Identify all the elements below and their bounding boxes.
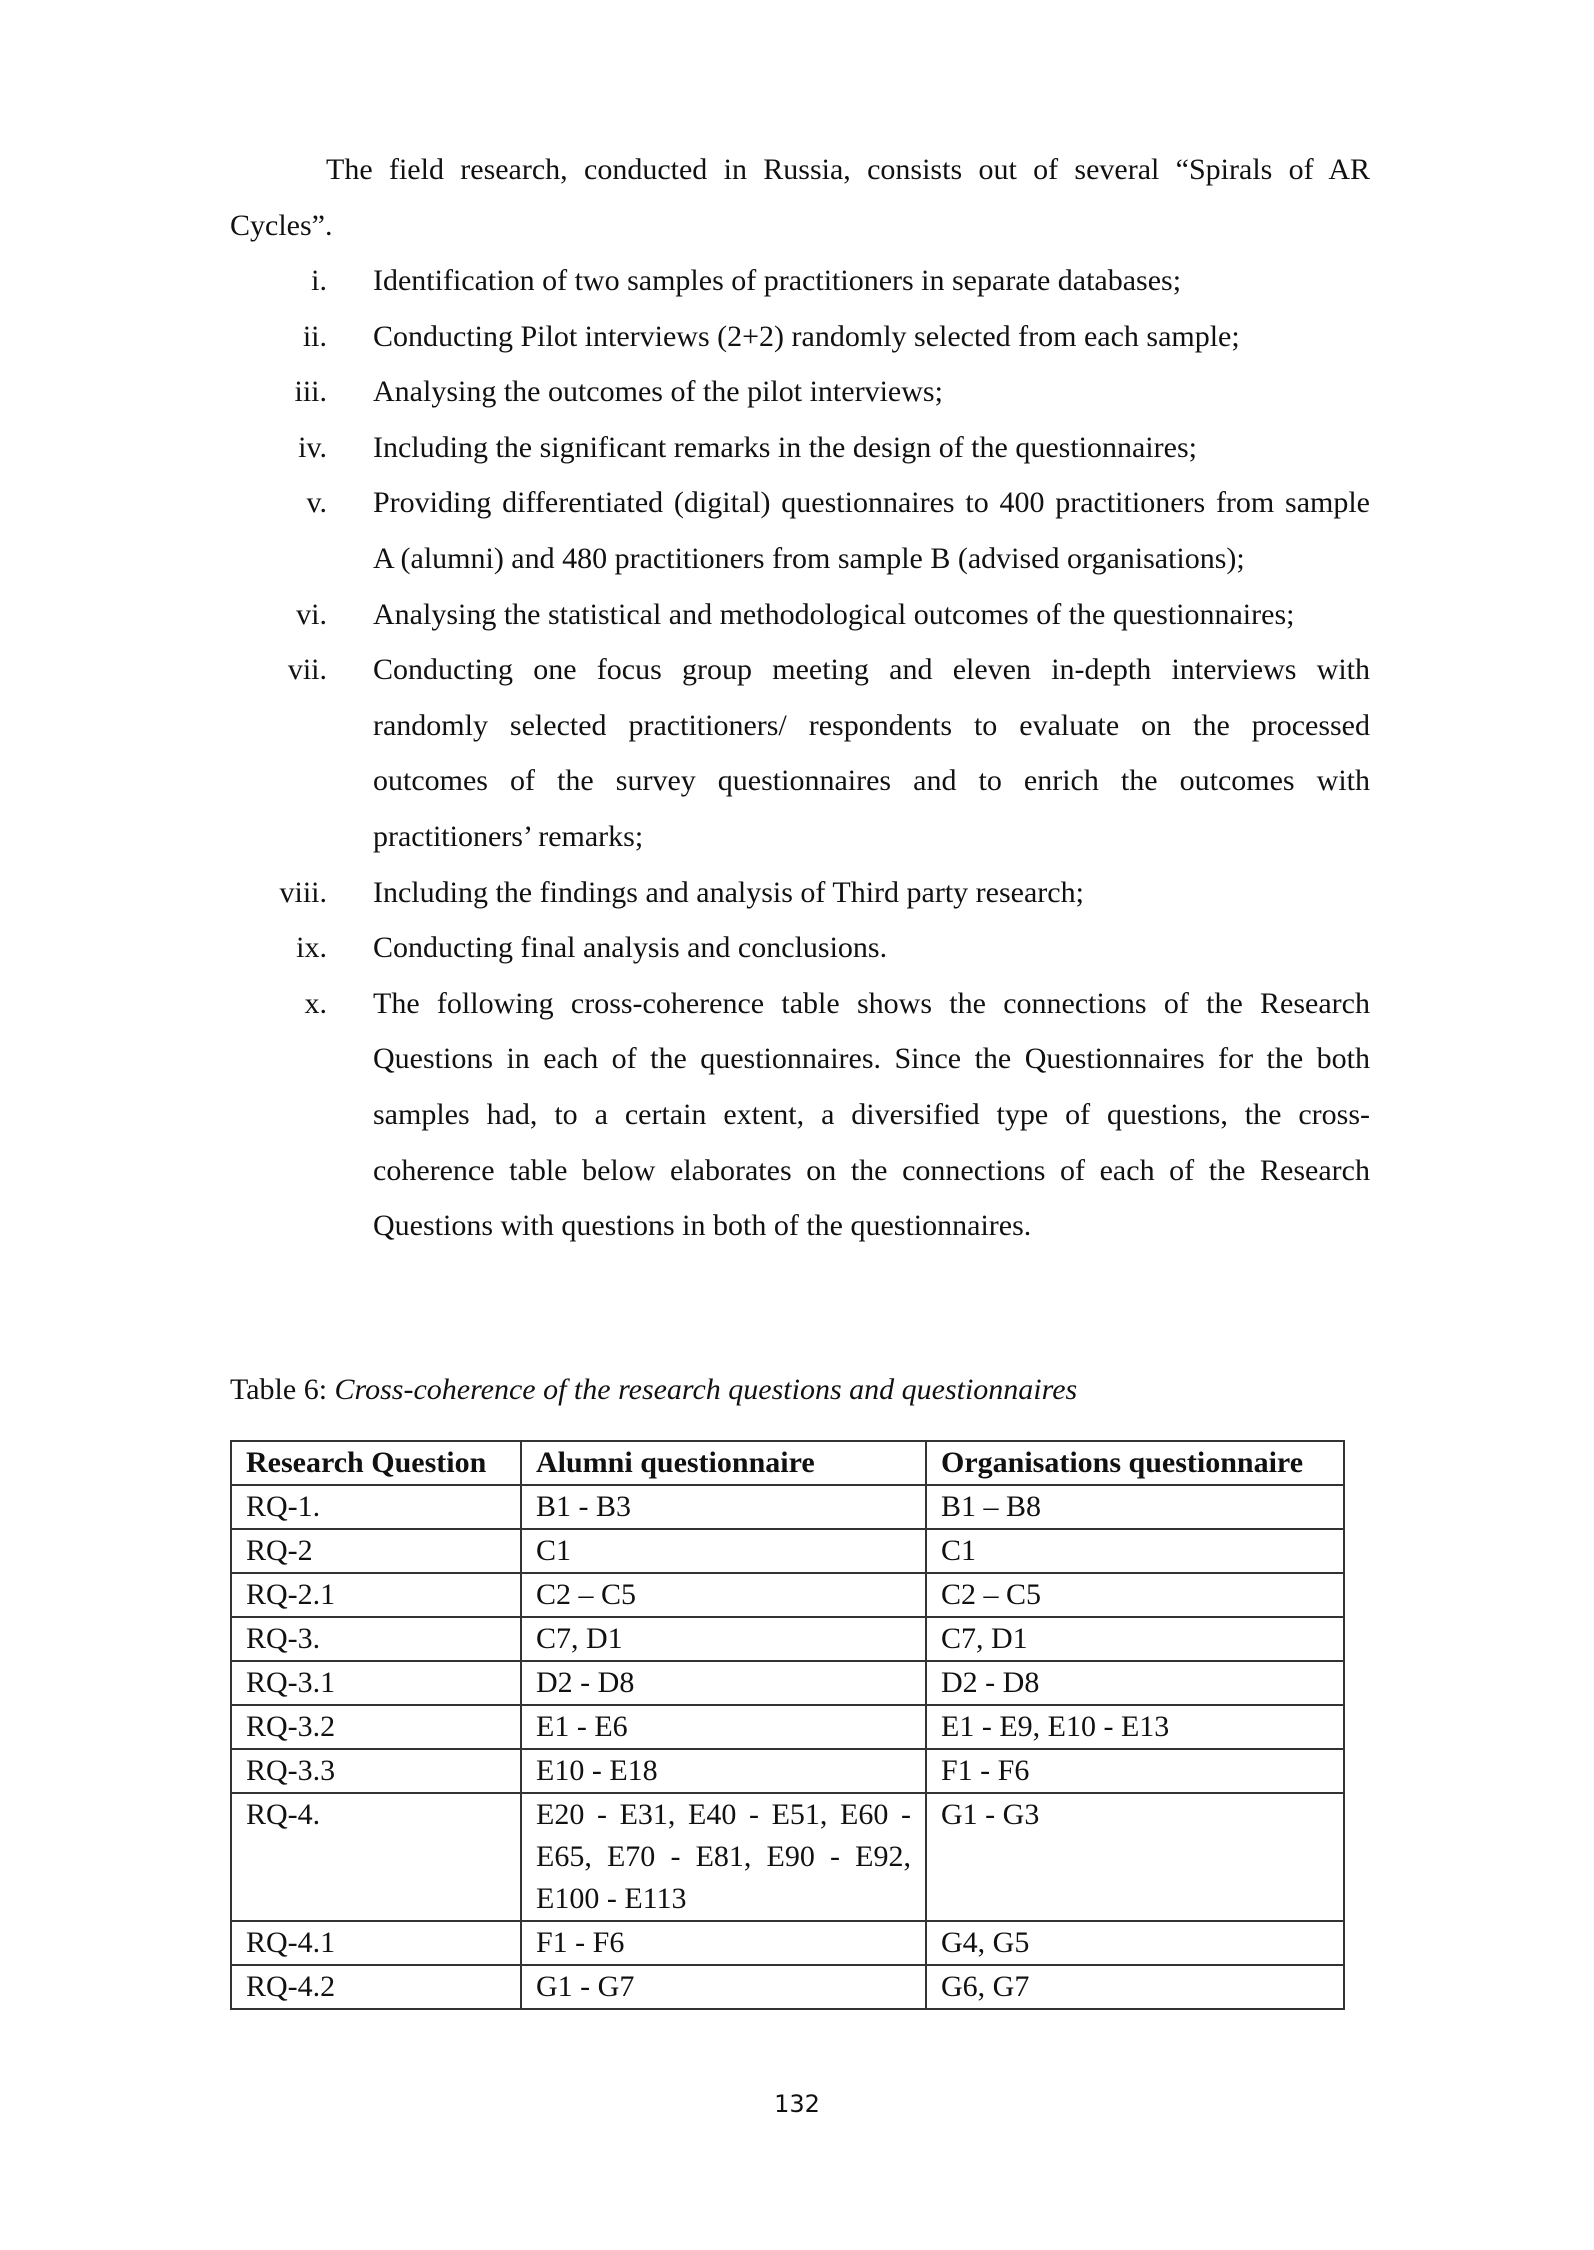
table-cell: C1: [926, 1529, 1344, 1573]
table-cell: RQ-2: [231, 1529, 521, 1573]
table-header-row: [231, 1441, 1344, 1485]
list-text: The following cross-coherence table shows the connections of the Research Questions in each of the questionnaires. Since the Questionnaires for the both samples had, to a certain extent, a diversified type of questions, the cross-coherence table below elaborates on the connections of each of the Research Questions with questions in both of the questionnaires.: [373, 986, 1370, 1243]
table-cell: RQ-4.1: [231, 1921, 521, 1965]
steps-list: [230, 253, 1370, 1254]
intro-text: The field research, conducted in Russia, consists out of several “Spirals of AR Cycles”.: [230, 153, 1370, 242]
table-row: [231, 1485, 1344, 1529]
table-cell: RQ-2.1: [231, 1573, 521, 1617]
table-cell: C2 – C5: [926, 1573, 1344, 1617]
table-cell: D2 - D8: [521, 1661, 926, 1705]
table-cell: C7, D1: [926, 1617, 1344, 1661]
table-row: [231, 1617, 1344, 1661]
table-cell: E10 - E18: [521, 1749, 926, 1793]
caption-label: Table 6:: [230, 1373, 335, 1406]
list-number: ii.: [302, 319, 327, 353]
list-item: [230, 976, 1370, 1254]
list-item: [230, 253, 1370, 309]
caption-title: Cross-coherence of the research questions and questionnaires: [334, 1373, 1078, 1406]
list-text: Analysing the statistical and methodological outcomes of the questionnaires;: [373, 597, 1295, 631]
list-number: x.: [304, 986, 327, 1020]
page-number: 132: [774, 2090, 820, 2118]
table-row: [231, 1793, 1344, 1921]
header-research-question: Research Question: [231, 1441, 521, 1485]
list-text: Conducting one focus group meeting and eleven in-depth interviews with randomly selected practitioners/ respondents to evaluate on the processed outcomes of the survey questionnaires and to enrich the outcomes with practitioners’ remarks;: [373, 653, 1370, 853]
table-cell: B1 – B8: [926, 1485, 1344, 1529]
intro-paragraph: [230, 142, 1370, 253]
list-number: iii.: [294, 375, 327, 409]
list-text: Conducting Pilot interviews (2+2) randomly selected from each sample;: [373, 319, 1240, 353]
list-number: iv.: [298, 430, 327, 464]
table-cell: E1 - E9, E10 - E13: [926, 1705, 1344, 1749]
list-number: vi.: [296, 597, 327, 631]
header-alumni: Alumni questionnaire: [521, 1441, 926, 1485]
table-cell: B1 - B3: [521, 1485, 926, 1529]
list-number: v.: [306, 486, 327, 520]
list-item: [230, 364, 1370, 420]
table-row: [231, 1529, 1344, 1573]
table-cell: G1 - G3: [926, 1793, 1344, 1921]
table-cell: RQ-3.: [231, 1617, 521, 1661]
table-cell: RQ-1.: [231, 1485, 521, 1529]
list-text: Conducting final analysis and conclusions.: [373, 931, 888, 965]
table-cell: D2 - D8: [926, 1661, 1344, 1705]
list-number: vii.: [287, 653, 327, 687]
table-row: [231, 1921, 1344, 1965]
table-row: [231, 1705, 1344, 1749]
header-organisations: Organisations questionnaire: [926, 1441, 1344, 1485]
table-caption: [230, 1368, 1077, 1412]
table-cell: E20 - E31, E40 - E51, E60 - E65, E70 - E81, E90 - E92, E100 - E113: [521, 1793, 926, 1921]
table-cell: F1 - F6: [521, 1921, 926, 1965]
table-row: [231, 1965, 1344, 2009]
table-cell: C1: [521, 1529, 926, 1573]
table-row: [231, 1749, 1344, 1793]
table-cell: RQ-3.3: [231, 1749, 521, 1793]
table-cell: G1 - G7: [521, 1965, 926, 2009]
list-text: Analysing the outcomes of the pilot interviews;: [373, 375, 943, 409]
list-item: [230, 420, 1370, 476]
table-cell: E1 - E6: [521, 1705, 926, 1749]
list-text: Identification of two samples of practitioners in separate databases;: [373, 264, 1182, 297]
table-cell: C7, D1: [521, 1617, 926, 1661]
table-cell: RQ-4.2: [231, 1965, 521, 2009]
table-cell: F1 - F6: [926, 1749, 1344, 1793]
list-text: Providing differentiated (digital) questionnaires to 400 practitioners from sample A (alumni) and 480 practitioners from sample B (advised organisations);: [373, 486, 1370, 575]
list-item: [230, 642, 1370, 864]
table-cell: RQ-4.: [231, 1793, 521, 1921]
list-number: ix.: [296, 931, 327, 965]
list-item: [230, 920, 1370, 976]
list-item: [230, 309, 1370, 365]
table-cell: RQ-3.2: [231, 1705, 521, 1749]
table-row: [231, 1573, 1344, 1617]
list-text: Including the findings and analysis of Third party research;: [373, 875, 1084, 909]
list-item: [230, 587, 1370, 643]
list-number: i.: [311, 264, 327, 297]
list-item: [230, 475, 1370, 586]
table-cell: C2 – C5: [521, 1573, 926, 1617]
list-number: viii.: [279, 875, 327, 909]
table-row: [231, 1661, 1344, 1705]
table-cell: RQ-3.1: [231, 1661, 521, 1705]
list-item: [230, 865, 1370, 921]
table-cell: G6, G7: [926, 1965, 1344, 2009]
list-text: Including the significant remarks in the design of the questionnaires;: [373, 430, 1197, 464]
table-cell: G4, G5: [926, 1921, 1344, 1965]
cross-coherence-table: [230, 1440, 1345, 2010]
